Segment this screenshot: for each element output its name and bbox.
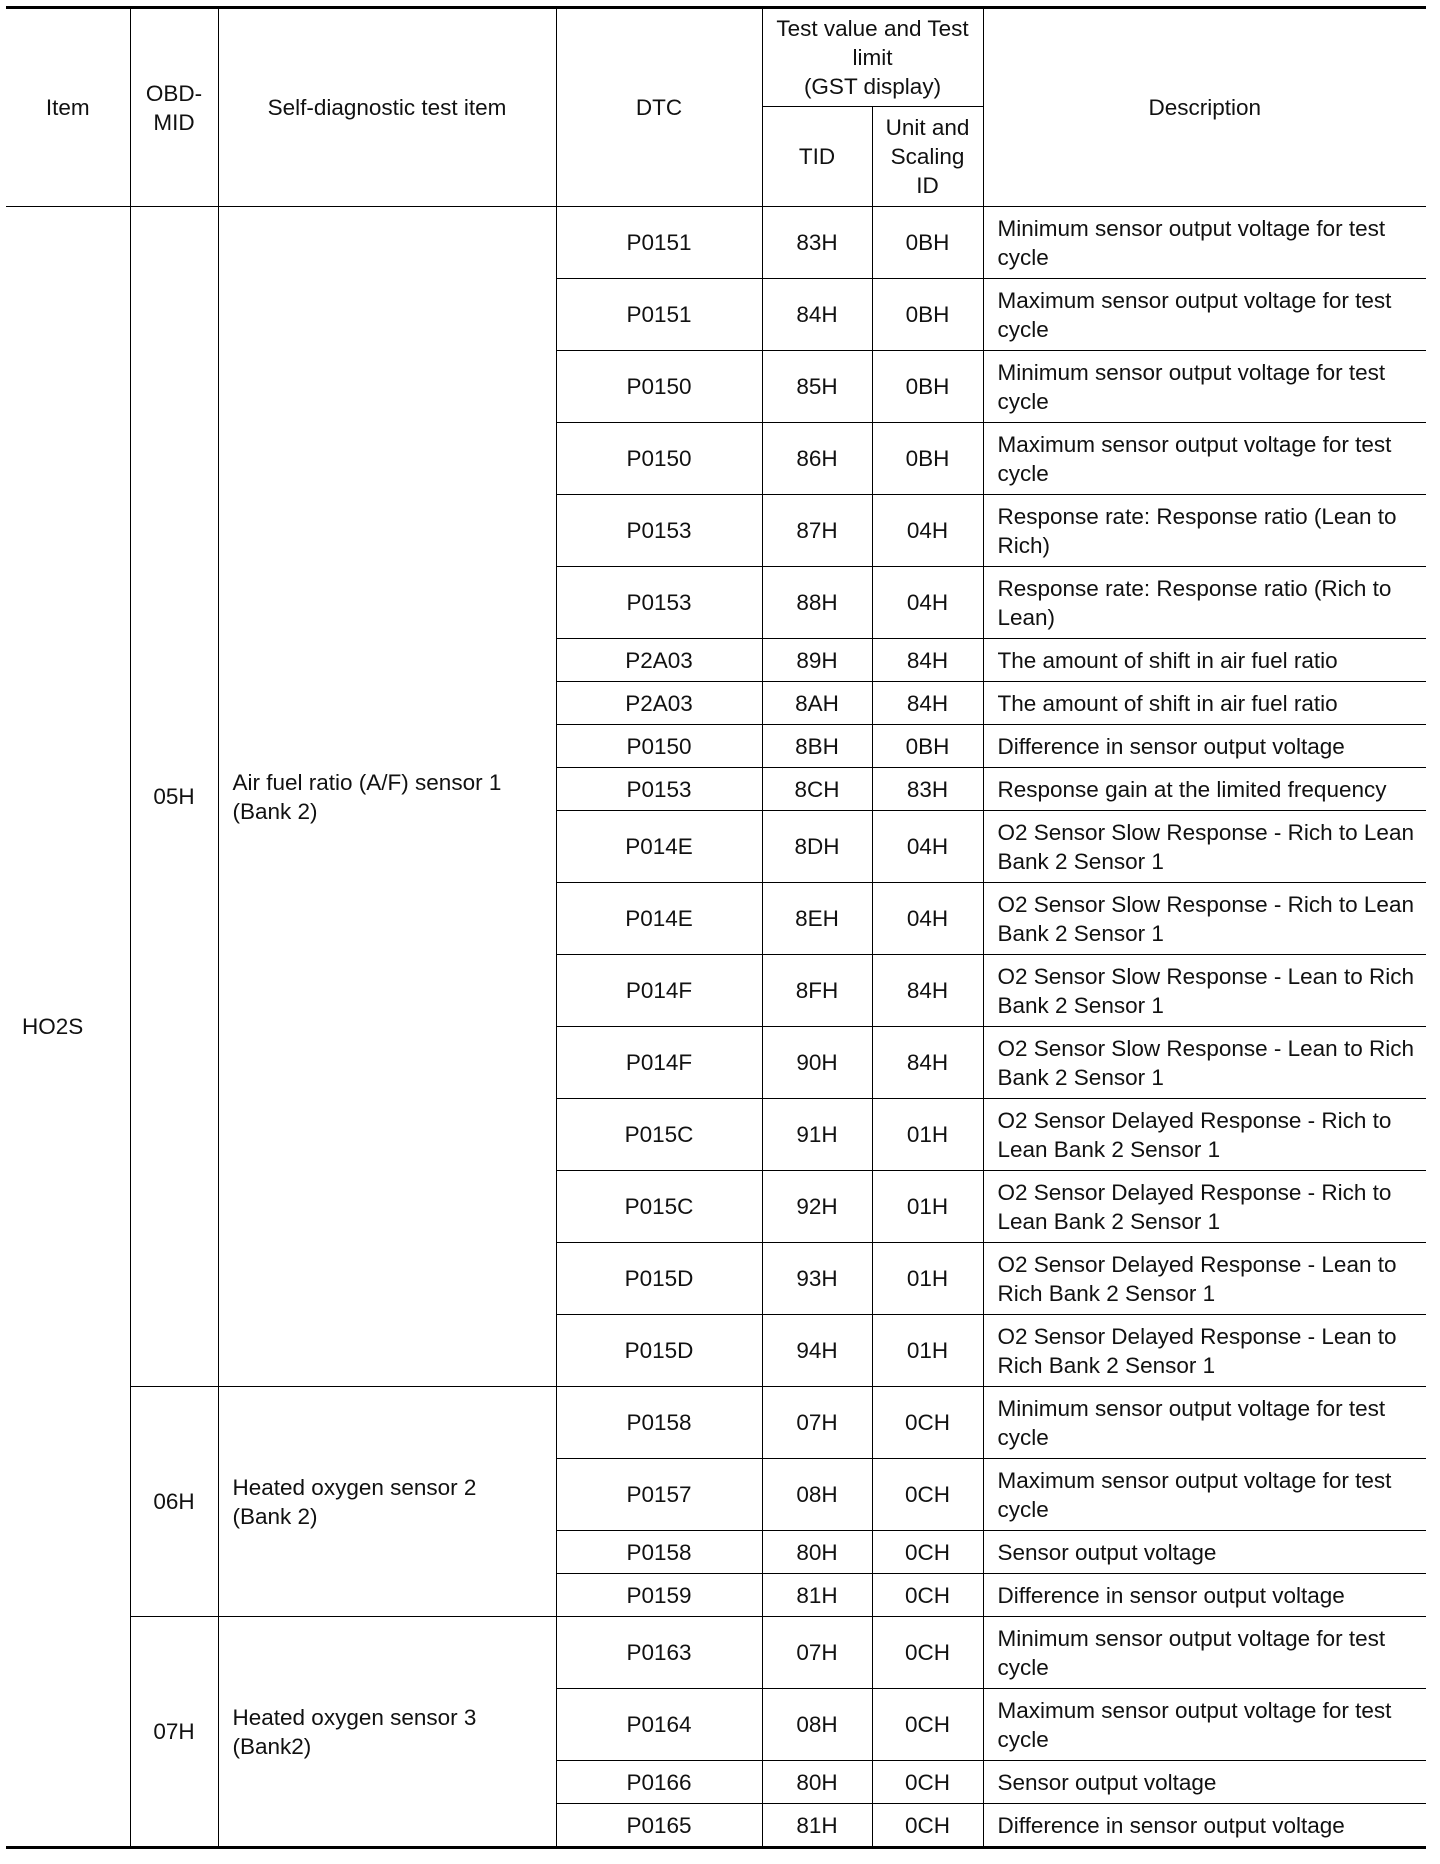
tid-cell: 8EH (762, 883, 872, 955)
description-cell: Maximum sensor output voltage for test cycle (983, 279, 1426, 351)
dtc-cell: P014E (556, 883, 762, 955)
unit-scaling-cell: 0CH (872, 1761, 983, 1804)
dtc-cell: P0153 (556, 768, 762, 811)
unit-scaling-cell: 0CH (872, 1574, 983, 1617)
dtc-cell: P0150 (556, 351, 762, 423)
dtc-cell: P0164 (556, 1689, 762, 1761)
dtc-cell: P0158 (556, 1531, 762, 1574)
dtc-cell: P014F (556, 955, 762, 1027)
dtc-cell: P014F (556, 1027, 762, 1099)
header-item: Item (6, 8, 130, 207)
tid-cell: 89H (762, 639, 872, 682)
description-cell: Maximum sensor output voltage for test cycle (983, 423, 1426, 495)
table-row (6, 1387, 1426, 1459)
dtc-cell: P0150 (556, 423, 762, 495)
description-cell: O2 Sensor Delayed Response - Lean to Rich Bank 2 Sensor 1 (983, 1243, 1426, 1315)
description-cell: Maximum sensor output voltage for test cycle (983, 1459, 1426, 1531)
tid-cell: 8FH (762, 955, 872, 1027)
header-unit-scaling-id: Unit and Scaling ID (872, 107, 983, 207)
description-cell: Minimum sensor output voltage for test cycle (983, 1387, 1426, 1459)
description-cell: O2 Sensor Delayed Response - Rich to Lean Bank 2 Sensor 1 (983, 1099, 1426, 1171)
obd-mid-cell: 07H (130, 1617, 218, 1848)
unit-scaling-cell: 04H (872, 567, 983, 639)
description-cell: O2 Sensor Slow Response - Lean to Rich Bank 2 Sensor 1 (983, 955, 1426, 1027)
unit-scaling-cell: 0BH (872, 725, 983, 768)
tid-cell: 86H (762, 423, 872, 495)
unit-scaling-cell: 01H (872, 1171, 983, 1243)
description-cell: The amount of shift in air fuel ratio (983, 682, 1426, 725)
dtc-cell: P2A03 (556, 682, 762, 725)
dtc-cell: P015C (556, 1099, 762, 1171)
test-item-cell: Air fuel ratio (A/F) sensor 1 (Bank 2) (218, 207, 556, 1387)
description-cell: O2 Sensor Slow Response - Lean to Rich Bank 2 Sensor 1 (983, 1027, 1426, 1099)
tid-cell: 85H (762, 351, 872, 423)
obd-mid-cell: 05H (130, 207, 218, 1387)
obd-mid-cell: 06H (130, 1387, 218, 1617)
header-description: Description (983, 8, 1426, 207)
unit-scaling-cell: 0CH (872, 1531, 983, 1574)
tid-cell: 8CH (762, 768, 872, 811)
test-item-cell: Heated oxygen sensor 3 (Bank2) (218, 1617, 556, 1848)
tid-cell: 80H (762, 1761, 872, 1804)
tid-cell: 08H (762, 1459, 872, 1531)
dtc-cell: P0158 (556, 1387, 762, 1459)
header-dtc: DTC (556, 8, 762, 207)
description-cell: O2 Sensor Slow Response - Rich to Lean Bank 2 Sensor 1 (983, 883, 1426, 955)
header-obd-mid: OBD- MID (130, 8, 218, 207)
tid-cell: 81H (762, 1574, 872, 1617)
tid-cell: 88H (762, 567, 872, 639)
item-cell: HO2S (6, 207, 130, 1848)
tid-cell: 91H (762, 1099, 872, 1171)
header-self-diagnostic-test-item: Self-diagnostic test item (218, 8, 556, 207)
dtc-cell: P0165 (556, 1804, 762, 1848)
unit-scaling-cell: 0CH (872, 1689, 983, 1761)
unit-scaling-cell: 01H (872, 1099, 983, 1171)
unit-scaling-cell: 0BH (872, 423, 983, 495)
description-cell: Difference in sensor output voltage (983, 1574, 1426, 1617)
dtc-cell: P015C (556, 1171, 762, 1243)
dtc-cell: P0153 (556, 567, 762, 639)
header-test-value: Test value and Test limit (GST display) (762, 8, 983, 107)
dtc-cell: P015D (556, 1315, 762, 1387)
description-cell: O2 Sensor Delayed Response - Rich to Lean Bank 2 Sensor 1 (983, 1171, 1426, 1243)
description-cell: Minimum sensor output voltage for test cycle (983, 1617, 1426, 1689)
dtc-cell: P014E (556, 811, 762, 883)
unit-scaling-cell: 0CH (872, 1459, 983, 1531)
dtc-cell: P0151 (556, 279, 762, 351)
obd-test-table (6, 6, 1426, 1849)
description-cell: O2 Sensor Delayed Response - Lean to Rich Bank 2 Sensor 1 (983, 1315, 1426, 1387)
unit-scaling-cell: 84H (872, 955, 983, 1027)
dtc-cell: P0151 (556, 207, 762, 279)
tid-cell: 93H (762, 1243, 872, 1315)
tid-cell: 94H (762, 1315, 872, 1387)
test-item-cell: Heated oxygen sensor 2 (Bank 2) (218, 1387, 556, 1617)
description-cell: Minimum sensor output voltage for test cycle (983, 207, 1426, 279)
unit-scaling-cell: 83H (872, 768, 983, 811)
description-cell: Difference in sensor output voltage (983, 725, 1426, 768)
unit-scaling-cell: 0CH (872, 1617, 983, 1689)
unit-scaling-cell: 0BH (872, 351, 983, 423)
description-cell: Maximum sensor output voltage for test cycle (983, 1689, 1426, 1761)
tid-cell: 90H (762, 1027, 872, 1099)
table-row (6, 207, 1426, 279)
unit-scaling-cell: 01H (872, 1243, 983, 1315)
table-row (6, 1617, 1426, 1689)
tid-cell: 8DH (762, 811, 872, 883)
tid-cell: 8BH (762, 725, 872, 768)
description-cell: Minimum sensor output voltage for test cycle (983, 351, 1426, 423)
unit-scaling-cell: 0CH (872, 1387, 983, 1459)
tid-cell: 83H (762, 207, 872, 279)
unit-scaling-cell: 84H (872, 639, 983, 682)
dtc-cell: P0163 (556, 1617, 762, 1689)
dtc-cell: P2A03 (556, 639, 762, 682)
description-cell: O2 Sensor Slow Response - Rich to Lean Bank 2 Sensor 1 (983, 811, 1426, 883)
description-cell: Response gain at the limited frequency (983, 768, 1426, 811)
dtc-cell: P0157 (556, 1459, 762, 1531)
unit-scaling-cell: 01H (872, 1315, 983, 1387)
tid-cell: 81H (762, 1804, 872, 1848)
tid-cell: 87H (762, 495, 872, 567)
unit-scaling-cell: 0BH (872, 279, 983, 351)
description-cell: Difference in sensor output voltage (983, 1804, 1426, 1848)
dtc-cell: P015D (556, 1243, 762, 1315)
description-cell: Sensor output voltage (983, 1531, 1426, 1574)
unit-scaling-cell: 04H (872, 883, 983, 955)
description-cell: Response rate: Response ratio (Rich to Lean) (983, 567, 1426, 639)
unit-scaling-cell: 04H (872, 495, 983, 567)
header-tid: TID (762, 107, 872, 207)
tid-cell: 08H (762, 1689, 872, 1761)
tid-cell: 92H (762, 1171, 872, 1243)
dtc-cell: P0150 (556, 725, 762, 768)
unit-scaling-cell: 84H (872, 682, 983, 725)
tid-cell: 8AH (762, 682, 872, 725)
tid-cell: 07H (762, 1617, 872, 1689)
description-cell: Sensor output voltage (983, 1761, 1426, 1804)
tid-cell: 80H (762, 1531, 872, 1574)
table-body (6, 207, 1426, 1848)
unit-scaling-cell: 84H (872, 1027, 983, 1099)
unit-scaling-cell: 0CH (872, 1804, 983, 1848)
description-cell: Response rate: Response ratio (Lean to Rich) (983, 495, 1426, 567)
tid-cell: 84H (762, 279, 872, 351)
dtc-cell: P0159 (556, 1574, 762, 1617)
dtc-cell: P0153 (556, 495, 762, 567)
dtc-cell: P0166 (556, 1761, 762, 1804)
unit-scaling-cell: 0BH (872, 207, 983, 279)
unit-scaling-cell: 04H (872, 811, 983, 883)
description-cell: The amount of shift in air fuel ratio (983, 639, 1426, 682)
table-header (6, 8, 1426, 207)
tid-cell: 07H (762, 1387, 872, 1459)
